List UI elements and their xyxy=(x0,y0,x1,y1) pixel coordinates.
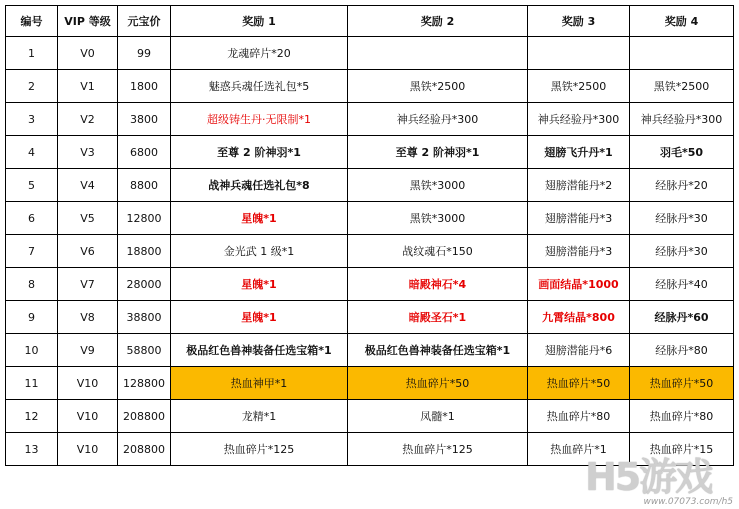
cell-reward-2: 暗殿圣石*1 xyxy=(348,301,528,334)
cell-price: 38800 xyxy=(118,301,171,334)
cell-reward-4: 热血碎片*80 xyxy=(630,400,734,433)
cell-reward-2: 至尊 2 阶神羽*1 xyxy=(348,136,528,169)
table-row xyxy=(6,334,734,367)
cell-reward-1: 战神兵魂任选礼包*8 xyxy=(171,169,348,202)
cell-id: 13 xyxy=(6,433,58,466)
cell-reward-2: 热血碎片*50 xyxy=(348,367,528,400)
header-reward-1: 奖励 1 xyxy=(171,6,348,37)
cell-id: 12 xyxy=(6,400,58,433)
table-row xyxy=(6,202,734,235)
cell-vip-level: V9 xyxy=(58,334,118,367)
cell-reward-4 xyxy=(630,37,734,70)
cell-reward-2: 战纹魂石*150 xyxy=(348,235,528,268)
cell-id: 3 xyxy=(6,103,58,136)
cell-reward-3 xyxy=(528,37,630,70)
cell-reward-2: 黑铁*2500 xyxy=(348,70,528,103)
cell-price: 208800 xyxy=(118,433,171,466)
cell-reward-3: 画面结晶*1000 xyxy=(528,268,630,301)
cell-price: 28000 xyxy=(118,268,171,301)
cell-reward-1: 星魄*1 xyxy=(171,301,348,334)
cell-price: 3800 xyxy=(118,103,171,136)
table-row xyxy=(6,235,734,268)
cell-reward-3: 翅膀潜能丹*2 xyxy=(528,169,630,202)
watermark xyxy=(585,455,735,507)
cell-vip-level: V8 xyxy=(58,301,118,334)
cell-reward-2: 黑铁*3000 xyxy=(348,202,528,235)
cell-vip-level: V5 xyxy=(58,202,118,235)
header-price: 元宝价 xyxy=(118,6,171,37)
cell-vip-level: V4 xyxy=(58,169,118,202)
cell-id: 1 xyxy=(6,37,58,70)
cell-reward-4: 热血碎片*15 xyxy=(630,433,734,466)
table-row xyxy=(6,268,734,301)
cell-reward-1: 超级铸生丹·无限制*1 xyxy=(171,103,348,136)
cell-vip-level: V2 xyxy=(58,103,118,136)
table-row xyxy=(6,103,734,136)
table-row xyxy=(6,367,734,400)
cell-vip-level: V10 xyxy=(58,367,118,400)
cell-vip-level: V3 xyxy=(58,136,118,169)
cell-reward-4: 经脉丹*80 xyxy=(630,334,734,367)
cell-reward-3: 热血碎片*1 xyxy=(528,433,630,466)
cell-reward-3: 神兵经验丹*300 xyxy=(528,103,630,136)
cell-reward-1: 龙魂碎片*20 xyxy=(171,37,348,70)
cell-reward-3: 热血碎片*50 xyxy=(528,367,630,400)
cell-reward-2: 暗殿神石*4 xyxy=(348,268,528,301)
cell-vip-level: V1 xyxy=(58,70,118,103)
cell-reward-1: 龙精*1 xyxy=(171,400,348,433)
cell-reward-3: 翅膀潜能丹*6 xyxy=(528,334,630,367)
cell-reward-4: 经脉丹*40 xyxy=(630,268,734,301)
cell-reward-1: 魅惑兵魂任选礼包*5 xyxy=(171,70,348,103)
cell-id: 10 xyxy=(6,334,58,367)
table-row xyxy=(6,400,734,433)
cell-price: 1800 xyxy=(118,70,171,103)
cell-price: 12800 xyxy=(118,202,171,235)
table-row xyxy=(6,301,734,334)
cell-reward-4: 经脉丹*20 xyxy=(630,169,734,202)
cell-reward-1: 至尊 2 阶神羽*1 xyxy=(171,136,348,169)
cell-reward-3: 翅膀潜能丹*3 xyxy=(528,235,630,268)
watermark-url: www.07073.com/h5 xyxy=(643,497,733,507)
vip-reward-table xyxy=(5,5,734,466)
header-id: 编号 xyxy=(6,6,58,37)
cell-reward-2 xyxy=(348,37,528,70)
cell-price: 18800 xyxy=(118,235,171,268)
cell-vip-level: V10 xyxy=(58,400,118,433)
header-reward-4: 奖励 4 xyxy=(630,6,734,37)
header-vip-level: VIP 等级 xyxy=(58,6,118,37)
watermark-logo: H5游戏 xyxy=(585,455,712,499)
cell-reward-2: 神兵经验丹*300 xyxy=(348,103,528,136)
cell-vip-level: V7 xyxy=(58,268,118,301)
cell-price: 128800 xyxy=(118,367,171,400)
cell-id: 8 xyxy=(6,268,58,301)
cell-reward-4: 经脉丹*30 xyxy=(630,235,734,268)
cell-id: 9 xyxy=(6,301,58,334)
cell-id: 11 xyxy=(6,367,58,400)
cell-reward-1: 热血碎片*125 xyxy=(171,433,348,466)
cell-id: 2 xyxy=(6,70,58,103)
cell-price: 8800 xyxy=(118,169,171,202)
table-row xyxy=(6,70,734,103)
cell-price: 99 xyxy=(118,37,171,70)
cell-price: 208800 xyxy=(118,400,171,433)
cell-reward-4: 经脉丹*30 xyxy=(630,202,734,235)
cell-reward-1: 金光武 1 级*1 xyxy=(171,235,348,268)
cell-reward-4: 黑铁*2500 xyxy=(630,70,734,103)
cell-reward-1: 星魄*1 xyxy=(171,202,348,235)
cell-id: 4 xyxy=(6,136,58,169)
cell-reward-2: 凤髓*1 xyxy=(348,400,528,433)
cell-reward-4: 羽毛*50 xyxy=(630,136,734,169)
cell-id: 6 xyxy=(6,202,58,235)
cell-id: 7 xyxy=(6,235,58,268)
cell-reward-3: 翅膀飞升丹*1 xyxy=(528,136,630,169)
cell-price: 58800 xyxy=(118,334,171,367)
header-reward-3: 奖励 3 xyxy=(528,6,630,37)
cell-reward-3: 翅膀潜能丹*3 xyxy=(528,202,630,235)
cell-reward-2: 黑铁*3000 xyxy=(348,169,528,202)
cell-reward-1: 极品红色兽神装备任选宝箱*1 xyxy=(171,334,348,367)
cell-reward-3: 热血碎片*80 xyxy=(528,400,630,433)
header-reward-2: 奖励 2 xyxy=(348,6,528,37)
table-row xyxy=(6,136,734,169)
cell-vip-level: V0 xyxy=(58,37,118,70)
table-row xyxy=(6,169,734,202)
cell-reward-4: 神兵经验丹*300 xyxy=(630,103,734,136)
cell-reward-3: 九霄结晶*800 xyxy=(528,301,630,334)
cell-vip-level: V10 xyxy=(58,433,118,466)
cell-vip-level: V6 xyxy=(58,235,118,268)
cell-reward-4: 经脉丹*60 xyxy=(630,301,734,334)
header-row xyxy=(6,6,734,37)
cell-reward-1: 热血神甲*1 xyxy=(171,367,348,400)
cell-reward-2: 热血碎片*125 xyxy=(348,433,528,466)
cell-reward-4: 热血碎片*50 xyxy=(630,367,734,400)
cell-reward-2: 极品红色兽神装备任选宝箱*1 xyxy=(348,334,528,367)
cell-reward-3: 黑铁*2500 xyxy=(528,70,630,103)
cell-id: 5 xyxy=(6,169,58,202)
cell-reward-1: 星魄*1 xyxy=(171,268,348,301)
table-row xyxy=(6,37,734,70)
cell-price: 6800 xyxy=(118,136,171,169)
